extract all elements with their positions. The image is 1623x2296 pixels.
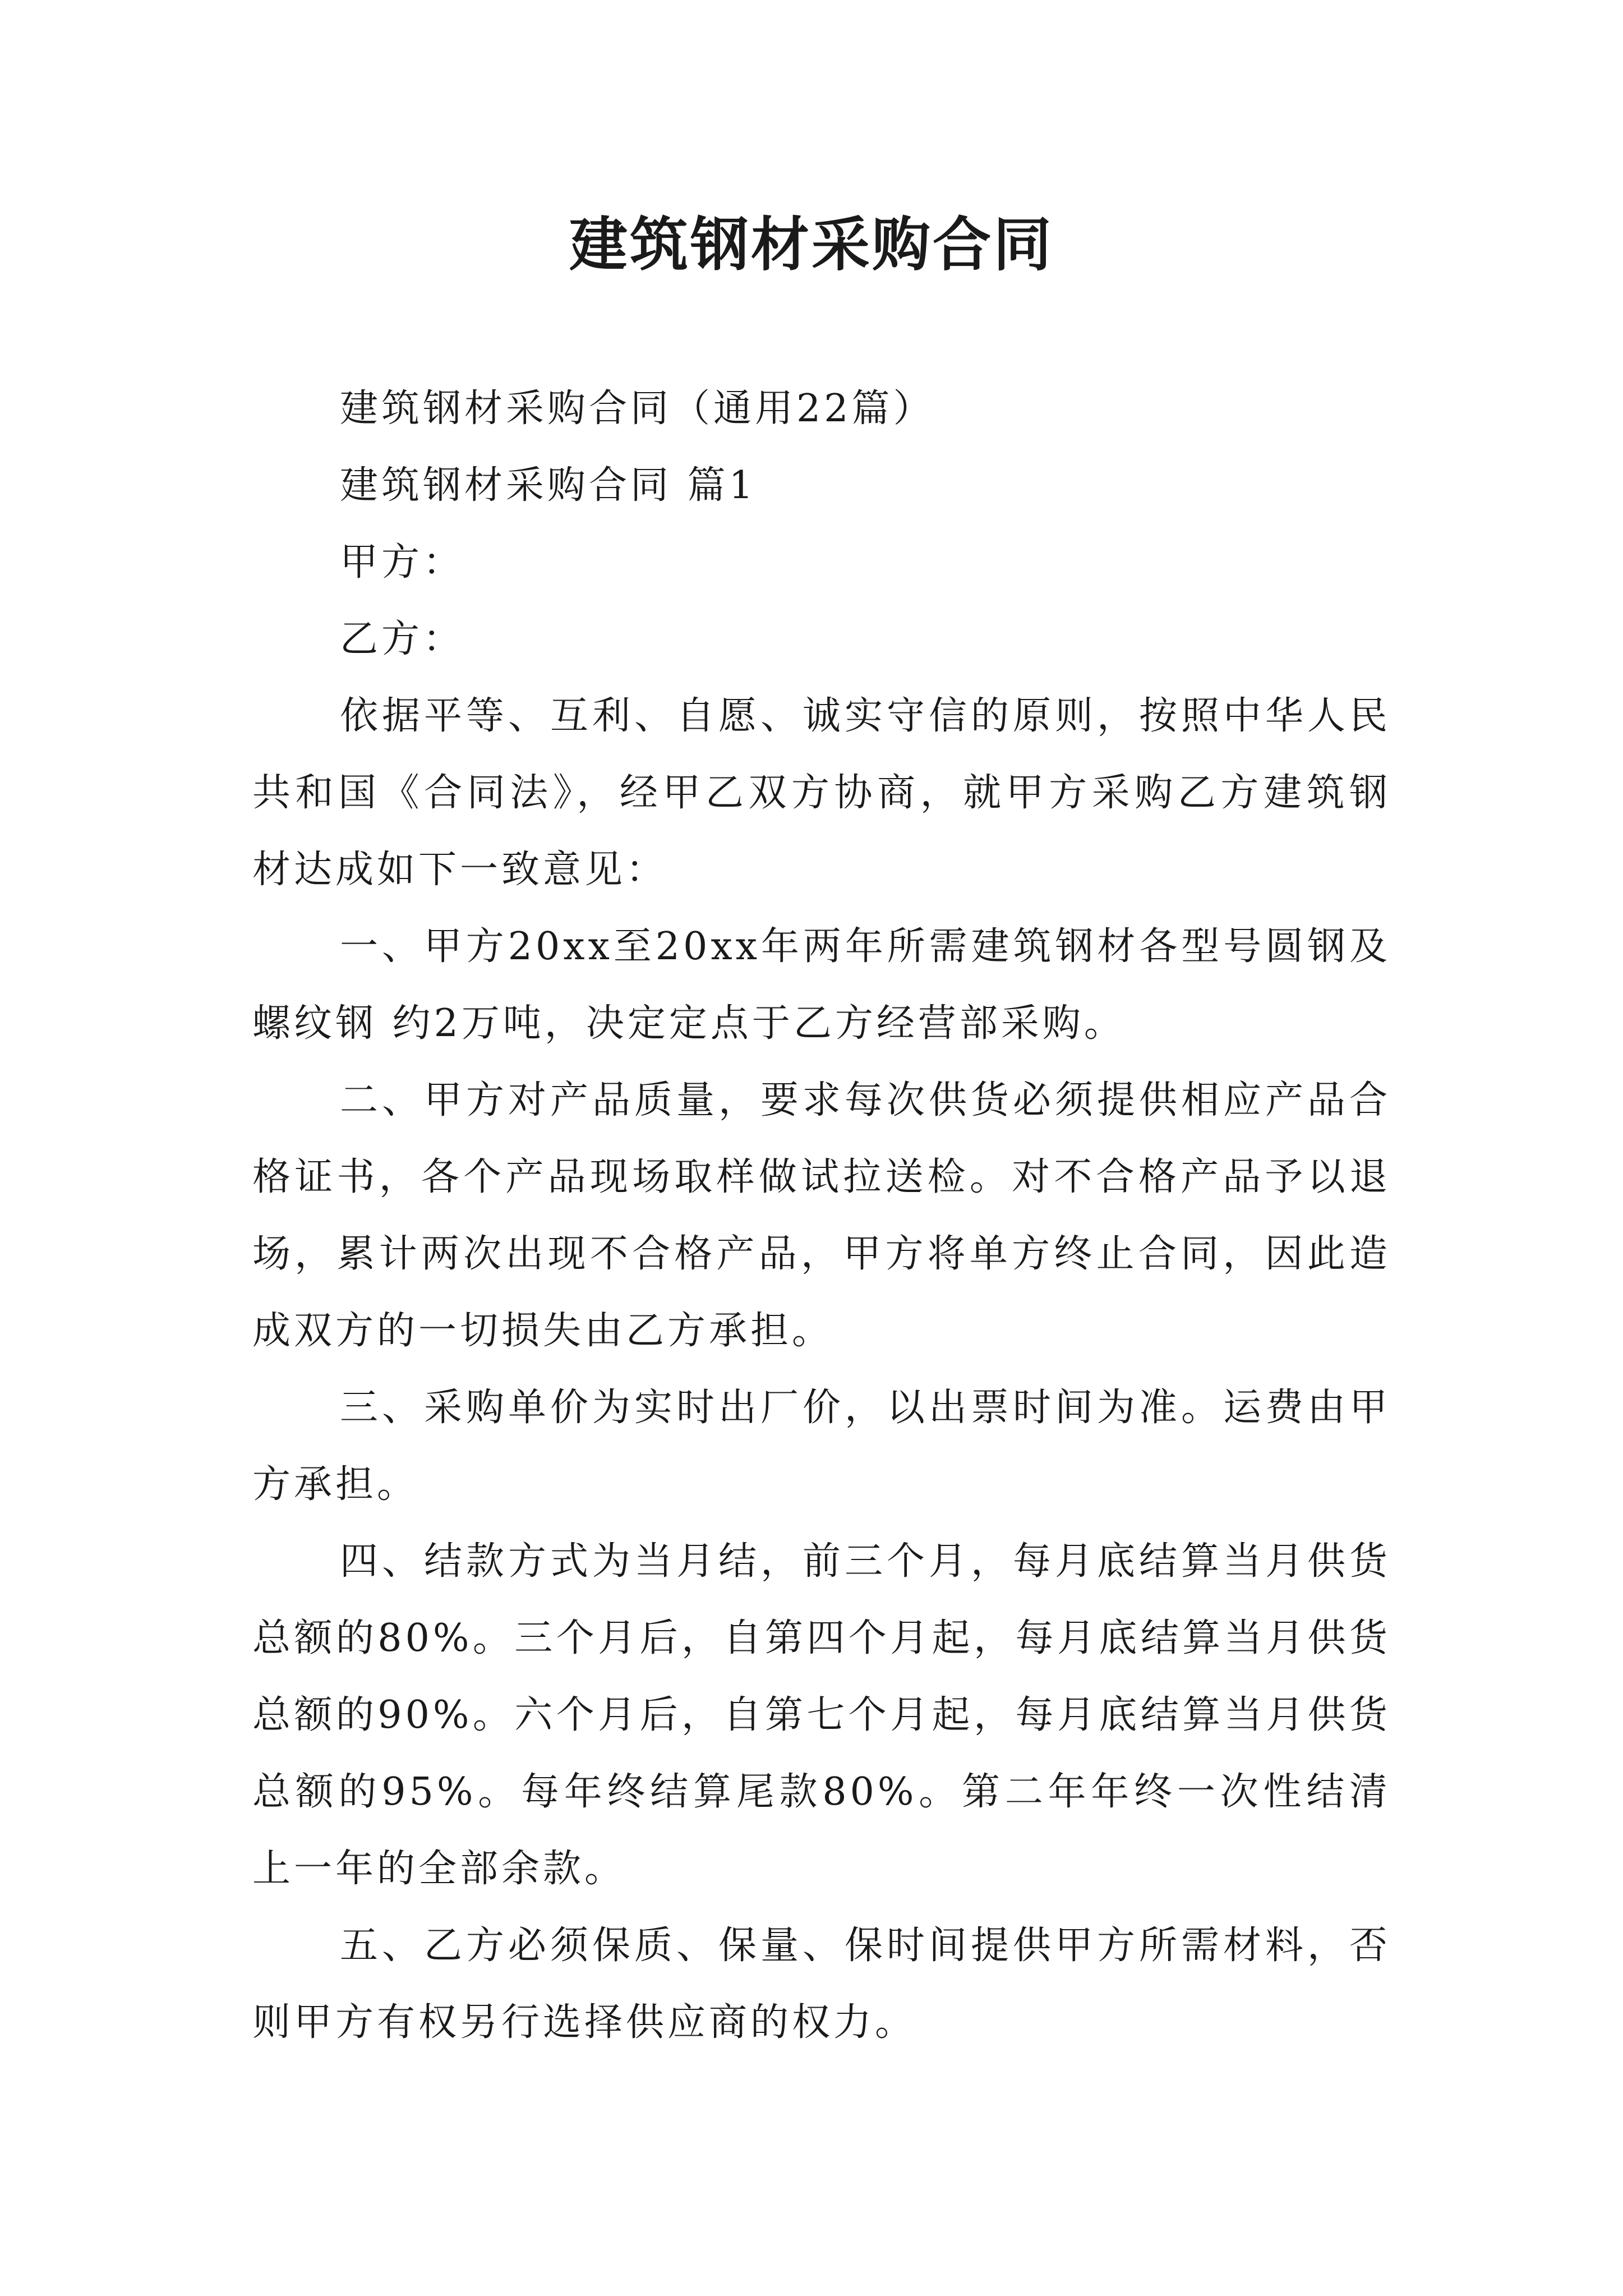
paragraph-section-heading: 建筑钢材采购合同 篇1 [340, 463, 757, 508]
paragraph-clause-5: 五、乙方必须保质、保量、保时间提供甲方所需材料，否则甲方有权另行选择供应商的权力。 [252, 1924, 1391, 2045]
document-title: 建筑钢材采购合同 [569, 210, 1054, 279]
paragraph-clause-1: 一、甲方20xx至20xx年两年所需建筑钢材各型号圆钢及螺纹钢 约2万吨，决定定点于乙方经营部采购。 [252, 924, 1391, 1046]
paragraph-preamble: 依据平等、互利、自愿、诚实守信的原则，按照中华人民共和国《合同法》，经甲乙双方协商，就甲方采购乙方建筑钢材达成如下一致意见： [252, 694, 1391, 892]
paragraph-party-b: 乙方： [340, 617, 465, 661]
paragraph-party-a: 甲方： [340, 540, 465, 585]
paragraph-clause-2: 二、甲方对产品质量，要求每次供货必须提供相应产品合格证书，各个产品现场取样做试拉送检。对不合格产品予以退场，累计两次出现不合格产品，甲方将单方终止合同，因此造成双方的一切损失由乙方承担。 [252, 1078, 1391, 1353]
paragraph-subtitle: 建筑钢材采购合同（通用22篇） [340, 386, 935, 431]
document-body [252, 370, 1391, 2061]
paragraph-clause-4: 四、结款方式为当月结，前三个月，每月底结算当月供货总额的80%。三个月后，自第四个月起，每月底结算当月供货总额的90%。六个月后，自第七个月起，每月底结算当月供货总额的95%。每年终结算尾款80%。第二年年终一次性结清上一年的全部余款。 [252, 1539, 1391, 1891]
paragraph-clause-3: 三、采购单价为实时出厂价，以出票时间为准。运费由甲方承担。 [252, 1386, 1391, 1507]
